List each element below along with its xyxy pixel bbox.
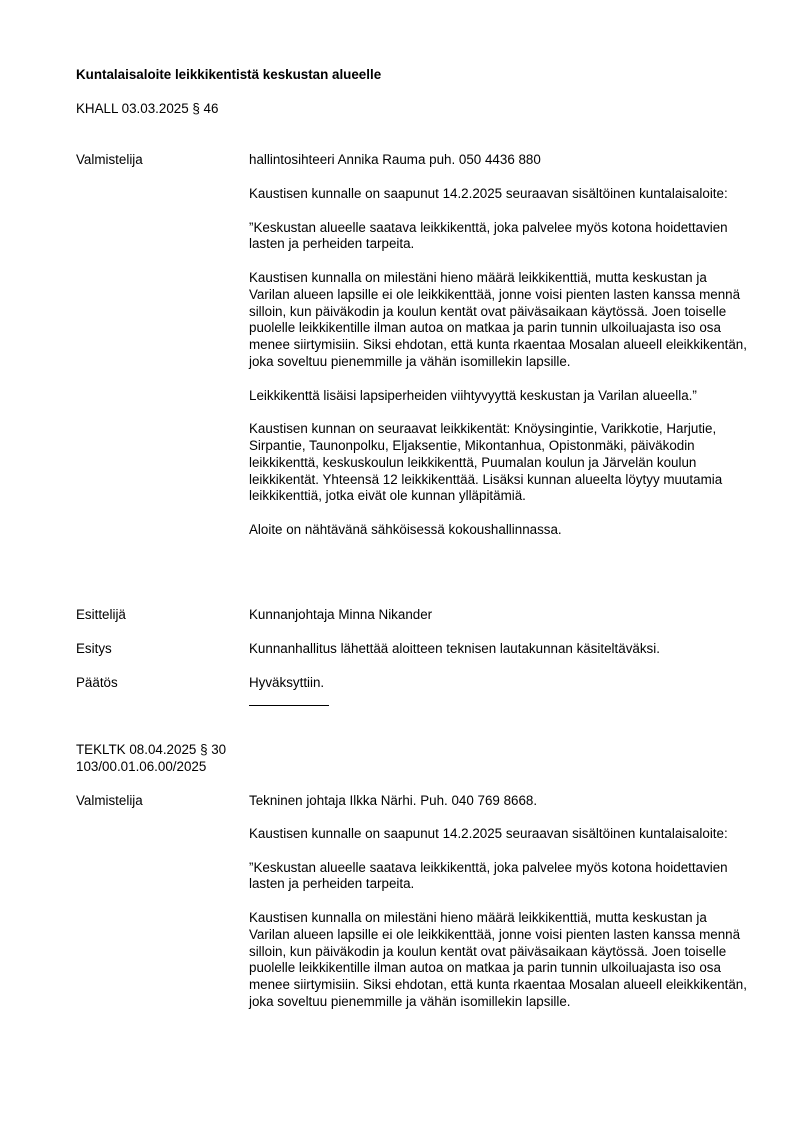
- tekltk-record-number: 103/00.01.06.00/2025: [76, 759, 207, 774]
- tekltk-preparer-label: Valmistelija: [76, 793, 143, 808]
- khall-reference: KHALL 03.03.2025 § 46: [76, 101, 219, 116]
- khall-decision-label: Päätös: [76, 675, 118, 690]
- khall-paragraph: Leikkikenttä lisäisi lapsiperheiden viihtyvyyttä keskustan ja Varilan alueella.”: [249, 387, 697, 403]
- khall-paragraph: Kaustisen kunnan on seuraavat leikkikentät: Knöysingintie, Varikkotie, Harjutie, Sirpantie, Taunonpolku, Eljaksentie, Mikontanhua, Opistonmäki, päiväkodin leikkikenttä, keskuskoulun leikkikenttä, Puumalan koulun ja Järvelän koulun leikkikentät. Yhteensä 12 leikkikenttää. Lisäksi kunnan alueelta löytyy muutamia leikkikenttiä, jotka eivät ole kunnan ylläpitämiä.: [249, 421, 723, 504]
- document-title: Kuntalaisaloite leikkikentistä keskustan alueelle: [76, 67, 382, 82]
- khall-body: [249, 186, 749, 539]
- khall-decision-value: Hyväksyttiin.: [249, 675, 325, 690]
- khall-paragraph: Aloite on nähtävänä sähköisessä kokoushallinnassa.: [249, 521, 562, 537]
- khall-paragraph: ”Keskustan alueelle saatava leikkikenttä, joka palvelee myös kotona hoidettavien lasten ja perheiden tarpeita.: [249, 219, 728, 252]
- khall-proposal-label: Esitys: [76, 641, 112, 656]
- tekltk-reference: TEKLTK 08.04.2025 § 30: [76, 742, 227, 757]
- khall-paragraph: Kaustisen kunnalle on saapunut 14.2.2025 seuraavan sisältöinen kuntalaisaloite:: [249, 186, 728, 201]
- khall-presenter-label: Esittelijä: [76, 607, 126, 622]
- khall-preparer-value: hallintosihteeri Annika Rauma puh. 050 4436 880: [249, 152, 541, 167]
- khall-preparer-label: Valmistelija: [76, 152, 143, 167]
- signature-line: [249, 705, 329, 706]
- tekltk-preparer-value: Tekninen johtaja Ilkka Närhi. Puh. 040 769 8668.: [249, 793, 538, 808]
- khall-paragraph: Kaustisen kunnalla on milestäni hieno määrä leikkikenttiä, mutta keskustan ja Varilan alueen lapsille ei ole leikkikenttää, jonne voisi pienten lasten kanssa mennä silloin, kun päiväkodin ja koulun kentät ovat päiväsaikaan käytössä. Joen toiselle puolelle leikkikentille ilman autoa on matkaa ja parin tunnin ulkoiluajasta iso osa menee siirtymisiin. Siksi ehdotan, että kunta rkaentaa Mosalan alueell eleikkikentän, joka soveltuu pienemmille ja vähän isomillekin lapsille.: [249, 269, 747, 369]
- tekltk-paragraph: ”Keskustan alueelle saatava leikkikenttä, joka palvelee myös kotona hoidettavien lasten ja perheiden tarpeita.: [249, 859, 728, 892]
- tekltk-paragraph: Kaustisen kunnalla on milestäni hieno määrä leikkikenttiä, mutta keskustan ja Varilan alueen lapsille ei ole leikkikenttää, jonne voisi pienten lasten kanssa mennä silloin, kun päiväkodin ja koulun kentät ovat päiväsaikaan käytössä. Joen toiselle puolelle leikkikentille ilman autoa on matkaa ja parin tunnin ulkoiluajasta iso osa menee siirtymisiin. Siksi ehdotan, että kunta rkaentaa Mosalan alueell eleikkikentän, joka soveltuu pienemmille ja vähän isomillekin lapsille.: [249, 909, 747, 1009]
- khall-proposal-value: Kunnanhallitus lähettää aloitteen teknisen lautakunnan käsiteltäväksi.: [249, 641, 660, 656]
- tekltk-paragraph: Kaustisen kunnalle on saapunut 14.2.2025 seuraavan sisältöinen kuntalaisaloite:: [249, 826, 728, 841]
- khall-presenter-value: Kunnanjohtaja Minna Nikander: [249, 607, 433, 622]
- tekltk-body: [249, 826, 749, 1011]
